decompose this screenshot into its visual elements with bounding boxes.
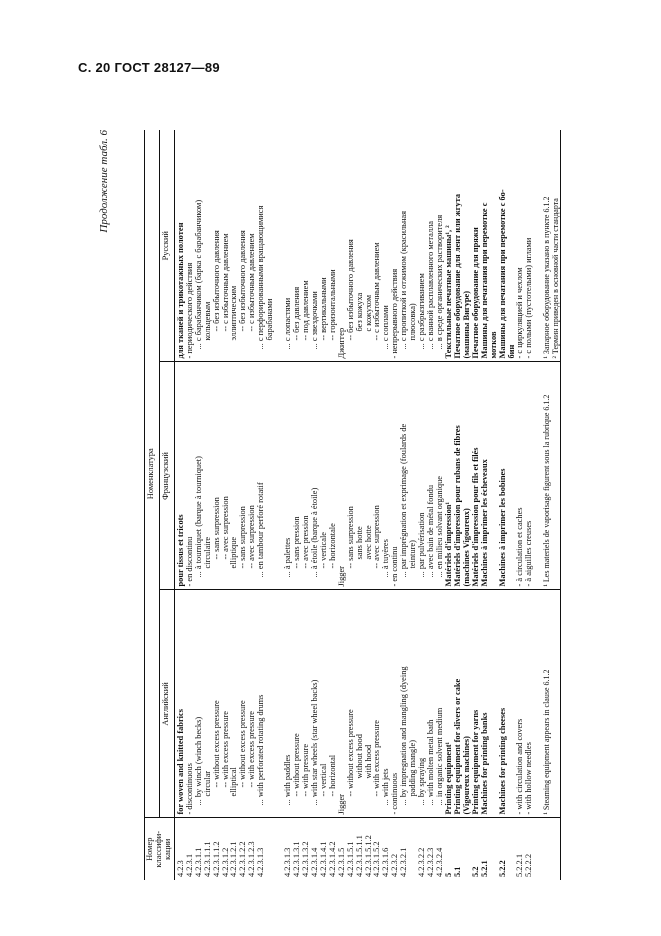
russian-term: -- горизонтальными [327,269,337,341]
english-term: ... with jets [381,768,391,806]
russian-term: Машины для печатания при перемотке с бо- [497,189,507,359]
french-term: ... avec bain de métal fondu [426,484,436,578]
spacer-row [266,366,275,587]
russian-term: барабанами [265,298,275,341]
footnote: ² Термин приведен в основной части стандарта [550,198,560,359]
french-term: elliptique [229,536,239,569]
classification-number: 5.2 [470,866,480,877]
french-term: Machines à imprimer les écheveaux [479,459,489,587]
russian-term: - непрерывного действия [390,268,400,359]
french-term: circulaire [202,536,212,569]
english-term: -- without excess pressure [211,700,221,788]
french-term: Jigger [336,566,346,587]
english-term: -- without pressure [292,733,302,797]
french-term: Matériels d'impression¹ [443,502,453,587]
french-term: ... à palettes [283,537,293,578]
english-term: without hood [354,734,364,779]
english-term: ... in organic solvent medium [435,707,445,806]
english-term: Printing equipment for slivers or cake [452,678,462,815]
english-term: -- with excess pressure [372,719,382,797]
french-term: - en discontinu [184,536,194,587]
classification-number: 4.2.3.1.1 [193,847,203,877]
spacer-row [266,594,275,815]
russian-term: - с полыми (пустотелыми) иглами [524,237,534,359]
english-term: ... with paddles [283,754,293,806]
classification-number: 4.2.3.1.1.2 [211,841,221,877]
english-term: - discontinuous [184,763,194,815]
classification-number: 4.2.3.1.3.1 [292,841,302,877]
french-term: -- avec surpression [247,505,257,569]
classification-number: 4.2.3.1.4 [309,847,319,877]
classification-number: 4.2.3.1.3.2 [300,841,310,877]
classification-number: 5.2.1 [479,860,489,877]
classification-number: 5.2.2.1 [515,853,525,877]
classification-number: 5.2.2 [497,860,507,877]
col-header-russian: Русский [159,130,174,362]
russian-term: -- с избыточным давлением [220,233,230,332]
classification-number: 4.2.3.1.2.1 [229,841,239,877]
french-term: -- verticale [318,532,328,569]
classification-number: 4.2.3.1.2.3 [247,841,257,877]
page-header: С. 20 ГОСТ 28127—89 [78,60,220,75]
classification-number: 4.2.3.2.2 [417,847,427,877]
english-column [174,590,560,818]
classification-number: 5.1 [452,866,462,877]
russian-term: ... с пропиткой и отжимом (красильная [399,211,409,350]
classification-number: 4.2.3.2.4 [435,847,445,877]
col-header-french: Французский [159,362,174,590]
french-term: -- sans pression [292,516,302,569]
french-term: avec hotte [363,525,373,560]
french-term: -- sans surpression [211,497,221,560]
french-term: - à circulation et caches [515,507,525,587]
french-term: sans hotte [354,526,364,560]
russian-term: ... с перфорированными вращающимися [256,205,266,350]
french-term: ... à tuyères [381,539,391,578]
footnote: ¹ Les materiels de vaporisage figurent sous la rubrique 6.1.2 [542,394,552,587]
classification-number: 4.2.3.1 [184,853,194,877]
english-term: Printing equipment for yarns [470,709,480,815]
col-header-nomenclature: Номенклатура [145,130,160,818]
table-continuation-label: Продолжение табл. 6 [98,130,110,233]
classification-number: 4.2.3.2.3 [426,847,436,877]
french-term: pour tissus et tricots [175,514,185,587]
russian-term: ... с ванной расплавленного металла [426,220,436,350]
english-term: (Vigoureux machines) [461,736,471,815]
french-term: ... en milieu solvant organique [435,476,445,578]
english-term: -- vertical [318,763,328,797]
russian-term: - периодического действия [184,262,194,359]
russian-term: ... с разбрызгиванием [417,273,427,350]
classification-number: 4.2.3.1.1.1 [202,841,212,877]
english-term: -- with excess pressure [220,710,230,788]
number-column [174,818,560,880]
french-term: ... à étoile (barque à étoile) [309,487,319,578]
russian-term: Печатное оборудование для пряжи [470,227,480,359]
english-term: circular [202,770,212,797]
classification-number: 4.2.3.1.2 [220,847,230,877]
english-term: padding mangle) [408,739,418,797]
footnote: ¹ Steaming equipment appears in clause 6.1.2 [542,669,552,815]
russian-term: -- без избыточного давления [211,230,221,332]
russian-term: ... с барабанчиком (барка с барабанчиком) [193,199,203,350]
english-term: ... by winch (winch becks) [193,716,203,806]
russian-term: с кожухом [363,294,373,332]
rotated-table-block [98,130,619,880]
french-term: -- sans surpression [345,506,355,569]
french-term: ... par pulvérisation [417,512,427,578]
classification-number: 4.2.3.1.3 [283,847,293,877]
english-term: Printing equipment¹ [443,741,453,815]
russian-term: ... в среде органических растворителя [435,214,445,350]
french-term: -- avec pression [300,515,310,569]
french-term: -- avec surpression [220,496,230,560]
classification-number: 4.2.3.1.5.2 [372,841,382,877]
classification-number: 4.2.3.1.5.1.1 [354,835,364,877]
english-term: Machines for printing cheeses [497,707,507,815]
russian-term: -- под давлением [300,280,310,341]
english-term: ... with molten metal bath [426,719,436,806]
english-term: ... by spraying [417,757,427,806]
french-term: Matériels d'impression pour rubans de fibres [452,425,462,587]
col-header-number: Номер классифи- кации [145,818,175,880]
russian-term: мотков [488,331,498,359]
french-term: ... par imprégnation et exprimage (foulards de [399,423,409,578]
english-term: Machines for printing banks [479,712,489,815]
classification-number: 4.2.3.1.3 [256,847,266,877]
french-term: teinture) [408,540,418,569]
spacer-row [266,822,275,878]
classification-number: 4.2.3 [175,860,185,877]
russian-term: для тканей и трикотажных полотен [175,222,185,359]
english-term: - with circulation and covers [515,718,525,815]
english-term: ... with star wheels (star wheel backs) [309,679,319,806]
russian-term: -- без избыточного давления [238,230,248,332]
french-term: -- horizontale [327,523,337,569]
french-term: -- sans surpression [238,506,248,569]
col-header-english: Английский [159,590,174,818]
english-term: - with hollow needles [524,742,534,815]
russian-term: Текстильные печатные машины¹, ² [443,225,453,359]
russian-term: -- с избыточным давлением [372,242,382,341]
english-term: -- with pressure [300,743,310,797]
russian-term: - с циркуляцией и чехлом [515,267,525,359]
classification-number: 4.2.3.1.5 [336,847,346,877]
french-term: Matériels d'impression pour fils et filés [470,447,480,587]
french-column [174,362,560,590]
english-term: -- without excess pressure [345,709,355,797]
russian-term: Машины для печатания при перемотке с [479,202,489,359]
english-term: elliptical [229,767,239,797]
classification-number: 4.2.3.1.2.2 [238,841,248,877]
russian-term: -- без давления [292,286,302,341]
russian-term: (машины Вигуре) [461,290,471,359]
french-term: - en continu [390,546,400,587]
classification-number: 4.2.3.1.5.1 [345,841,355,877]
classification-number: 4.2.3.2 [390,853,400,877]
english-term: ... with perforated rotating drums [256,694,266,806]
russian-term: ... с лопастями [283,297,293,350]
russian-term: кольцевым [202,301,212,341]
classification-number: 5 [443,872,453,877]
english-term: -- horizontal [327,754,337,797]
classification-number: 4.2.3.1.4.2 [327,841,337,877]
classification-number: 4.2.3.1.5.1.2 [363,835,373,877]
russian-term: бин [506,344,516,359]
classification-number: 4.2.3.1.4.1 [318,841,328,877]
russian-term: -- вертикальными [318,277,328,341]
english-term: Jigger [336,794,346,815]
classification-table [144,130,561,880]
french-term: Machines à imprimer les bobines [497,468,507,587]
russian-term: плюсовка) [408,303,418,341]
french-term: - à aiguilles creuses [524,520,534,587]
english-term: - continuous [390,772,400,815]
english-term: with hood [363,744,373,779]
russian-term: Печатное оборудование для лент или жгута [452,193,462,359]
english-term: for woven and knitted fabrics [175,709,185,815]
russian-term: -- без избыточного давления [345,239,355,341]
russian-term: -- с избыточным давлением [247,233,257,332]
russian-column [174,130,560,362]
classification-number: 5.2.2.2 [524,853,534,877]
footnote: ¹ Запарное оборудование указано в пункте 6.1.2 [542,196,552,359]
russian-term: Джиггер [336,327,346,359]
russian-term: без кожуха [354,292,364,332]
english-term: -- with excess pressure [247,710,257,788]
russian-term: ... с соплами [381,305,391,350]
french-term: -- avec surpression [372,505,382,569]
french-term: (machines Vigoureux) [461,508,471,587]
classification-number: 4.2.3.2.1 [399,847,409,877]
french-term: ... à tourniquet (barque à tourniquet) [193,456,203,578]
french-term: ... en tambour perforé rotatif [256,482,266,578]
english-term: ... by impregnation and mangling (dyeing [399,666,409,806]
english-term: -- without excess pressure [238,700,248,788]
russian-term: ... с звездочками [309,291,319,350]
russian-term: эллиптическим [229,285,239,341]
classification-number: 4.2.3.1.6 [381,847,391,877]
